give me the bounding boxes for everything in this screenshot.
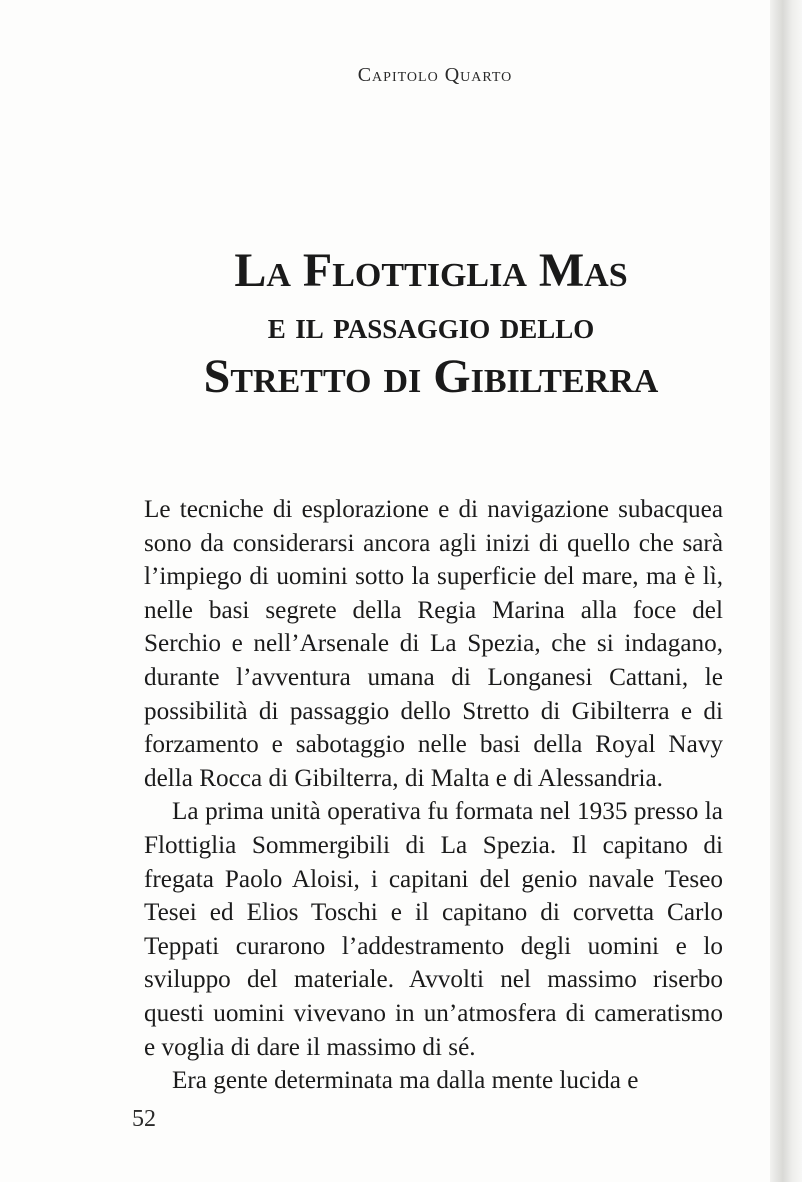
paragraph-1: Le tecniche di esplorazione e di navigazione subacquea sono da considerarsi ancora agli inizi di quello che sarà l’impiego di uomini sotto la superficie del mare, ma è lì, nelle basi segrete della Regia Marina alla foce del Serchio e nell’Arsenale di La Spezia, che si indagano, durante l’avventura umana di Longanesi Cattani, le possibilità di passaggio dello Stretto di Gibilterra e di forzamento e sabotaggio nelle basi della Royal Navy della Rocca di Gibilterra, di Malta e di Alessandria. <box>144 496 723 792</box>
page-edge <box>770 0 802 1182</box>
body-text <box>144 493 723 1098</box>
chapter-title-line-1: La Flottiglia Mas <box>234 244 628 298</box>
paragraph-3: Era gente determinata ma dalla mente lucida e <box>172 1067 639 1095</box>
chapter-title <box>0 244 802 404</box>
chapter-label: Capitolo Quarto <box>357 64 513 86</box>
chapter-title-line-3: Stretto di Gibilterra <box>203 350 659 404</box>
paragraph-2: La prima unità operativa fu formata nel 1935 presso la Flottiglia Sommergibili di La Spezia. Il capitano di fregata Paolo Aloisi, i capitani del genio navale Teseo Tesei ed Elios Toschi e il capitano di corvetta Carlo Teppati curarono l’addestramento degli uomini e lo sviluppo del materiale. Avvolti nel massimo riserbo questi uomini vivevano in un’atmosfera di cameratismo e voglia di dare il massimo di sé. <box>144 798 723 1061</box>
page-number: 52 <box>132 1106 156 1132</box>
chapter-title-line-2: e il passaggio dello <box>267 305 595 348</box>
